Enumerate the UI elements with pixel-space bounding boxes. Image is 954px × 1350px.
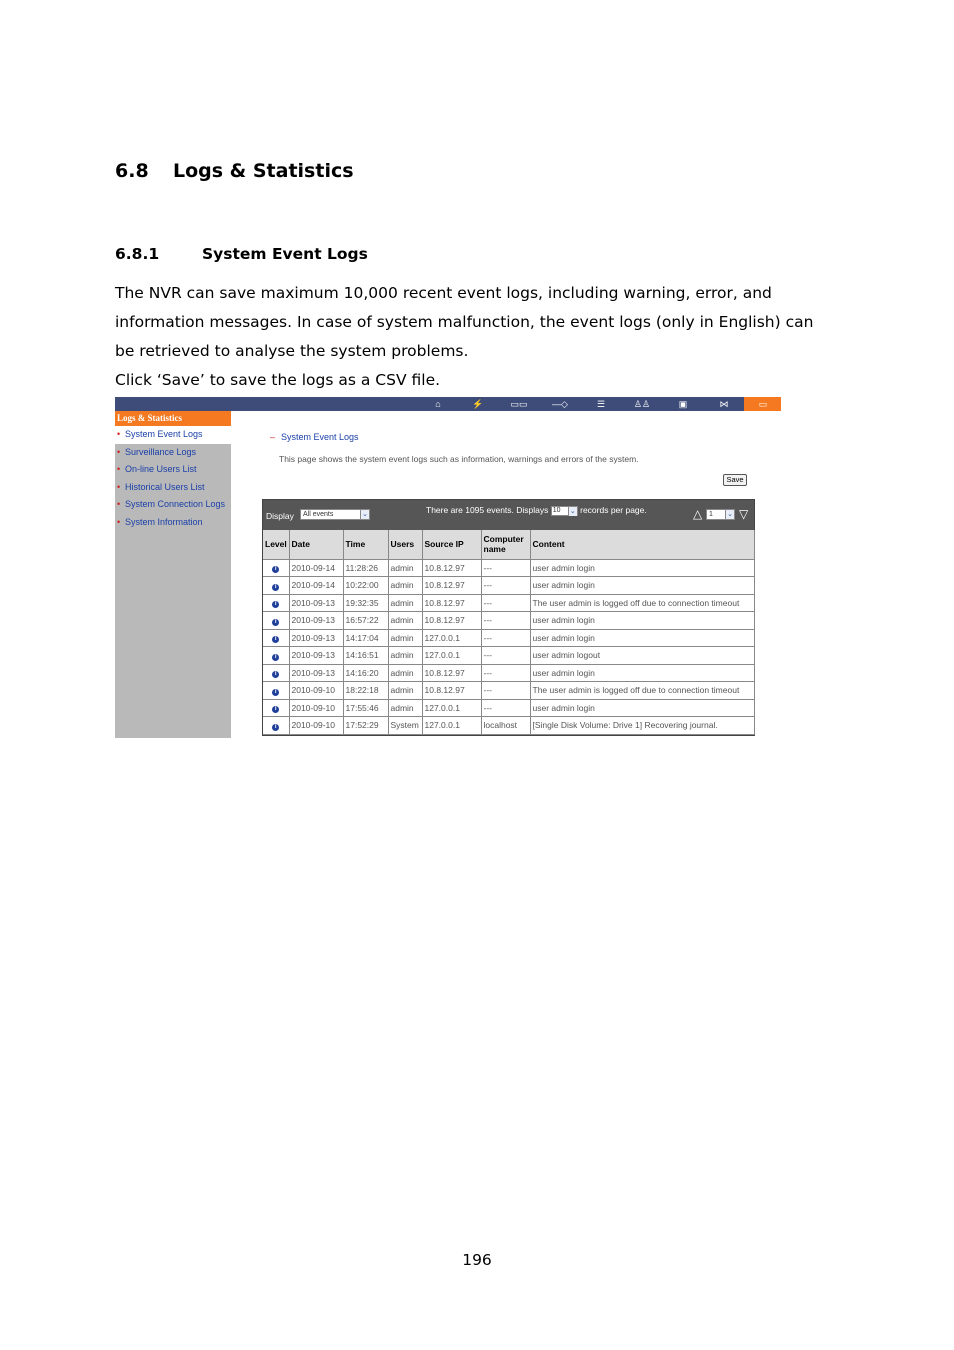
section-number: 6.8 (115, 160, 149, 182)
bullet-icon: • (117, 464, 121, 474)
time-cell: 14:16:20 (343, 664, 388, 682)
time-cell: 19:32:35 (343, 594, 388, 612)
network-icon[interactable]: ⚡ (472, 399, 484, 409)
time-cell: 10:22:00 (343, 577, 388, 595)
bullet-icon: • (117, 499, 121, 509)
sidebar-item-label: System Information (125, 516, 203, 527)
chevron-down-icon: ⌄ (568, 507, 577, 516)
computer-cell: --- (481, 612, 530, 630)
info-icon: i (272, 706, 279, 713)
disk-icon[interactable]: ☰ (596, 399, 606, 409)
time-cell: 17:55:46 (343, 699, 388, 717)
content-cell: user admin login (530, 699, 754, 717)
level-cell (263, 629, 289, 647)
chevron-down-icon: ⌄ (360, 510, 369, 519)
level-cell (263, 682, 289, 700)
save-button[interactable]: Save (723, 474, 747, 486)
date-cell: 2010-09-13 (289, 647, 343, 665)
info-icon: i (272, 654, 279, 661)
bullet-icon: • (117, 446, 121, 457)
column-header-source-ip[interactable]: Source IP (422, 530, 481, 559)
sidebar-item-label: Historical Users List (125, 481, 205, 492)
ip-cell: 10.8.12.97 (422, 664, 481, 682)
level-cell (263, 647, 289, 665)
subsection-heading (115, 245, 368, 263)
camera-icon[interactable]: ▣ (678, 399, 688, 409)
computer-cell: --- (481, 577, 530, 595)
paragraph-line: Click ‘Save’ to save the logs as a CSV file. (115, 371, 441, 389)
table-header-row (263, 530, 754, 559)
table-row (263, 594, 754, 612)
date-cell: 2010-09-14 (289, 577, 343, 595)
ip-cell: 127.0.0.1 (422, 699, 481, 717)
panel-toolbar (263, 500, 754, 530)
display-filter-select[interactable] (300, 509, 370, 520)
sidebar-header: Logs & Statistics (115, 411, 231, 426)
section-title: Logs & Statistics (173, 160, 354, 182)
level-cell (263, 577, 289, 595)
time-cell: 11:28:26 (343, 559, 388, 577)
page-value: 1 (709, 511, 713, 518)
date-cell: 2010-09-13 (289, 594, 343, 612)
page-select[interactable] (706, 509, 735, 520)
content-cell: user admin login (530, 612, 754, 630)
level-cell (263, 664, 289, 682)
subsection-number: 6.8.1 (115, 245, 160, 263)
table-row (263, 647, 754, 665)
per-page-suffix: records per page. (580, 505, 647, 515)
table-row (263, 629, 754, 647)
column-header-computer-name-label: Computer name (483, 534, 524, 555)
column-header-date[interactable]: Date (289, 530, 343, 559)
content-cell: The user admin is logged off due to connection timeout (530, 682, 754, 700)
paragraph-line: information messages. In case of system malfunction, the event logs (only in English) can (115, 313, 814, 331)
date-cell: 2010-09-13 (289, 629, 343, 647)
sidebar-item-system-information[interactable] (115, 514, 231, 532)
sidebar-list (115, 426, 231, 531)
table-row (263, 699, 754, 717)
sidebar-item-surveillance-logs[interactable] (115, 444, 231, 462)
time-cell: 14:17:04 (343, 629, 388, 647)
date-cell: 2010-09-10 (289, 699, 343, 717)
time-cell: 17:52:29 (343, 717, 388, 735)
column-header-content[interactable]: Content (530, 530, 754, 559)
sidebar-item-connection-logs[interactable] (115, 496, 231, 514)
table-row (263, 577, 754, 595)
ip-cell: 10.8.12.97 (422, 612, 481, 630)
content-cell: [Single Disk Volume: Drive 1] Recovering journal. (530, 717, 754, 735)
computer-cell: --- (481, 559, 530, 577)
user-cell: admin (388, 559, 422, 577)
bullet-icon: • (117, 481, 121, 492)
ip-cell: 10.8.12.97 (422, 559, 481, 577)
computer-cell: --- (481, 647, 530, 665)
events-count-text: There are 1095 events. Displays (426, 505, 549, 515)
events-info (426, 505, 656, 516)
content-cell: user admin login (530, 629, 754, 647)
ip-cell: 10.8.12.97 (422, 577, 481, 595)
content-cell: The user admin is logged off due to connection timeout (530, 594, 754, 612)
user-cell: System (388, 717, 422, 735)
device-icon[interactable]: ▭▭ (510, 399, 528, 409)
bullet-icon: • (117, 516, 121, 527)
paragraph-line: be retrieved to analyse the system problems. (115, 342, 469, 360)
column-header-computer-name[interactable] (481, 530, 530, 559)
display-label: Display (266, 511, 294, 521)
date-cell: 2010-09-13 (289, 664, 343, 682)
top-nav-bar (115, 397, 781, 411)
user-cell: admin (388, 612, 422, 630)
ip-cell: 10.8.12.97 (422, 682, 481, 700)
logs-icon: ▭ (758, 399, 768, 409)
computer-cell: localhost (481, 717, 530, 735)
chevron-down-icon: ⌄ (725, 510, 734, 519)
previous-page-icon[interactable]: △ (693, 507, 703, 521)
nvr-screenshot (115, 397, 781, 738)
info-icon: i (272, 671, 279, 678)
breadcrumb (270, 432, 359, 442)
info-icon: i (272, 601, 279, 608)
main-content (231, 411, 781, 738)
next-page-icon[interactable]: ▽ (739, 507, 749, 521)
sidebar (115, 411, 231, 738)
ip-cell: 127.0.0.1 (422, 717, 481, 735)
date-cell: 2010-09-10 (289, 682, 343, 700)
per-page-value: 10 (552, 506, 561, 514)
event-log-panel (262, 499, 755, 736)
date-cell: 2010-09-13 (289, 612, 343, 630)
content-cell: user admin logout (530, 647, 754, 665)
content-cell: user admin login (530, 664, 754, 682)
column-header-time[interactable]: Time (343, 530, 388, 559)
column-header-users[interactable]: Users (388, 530, 422, 559)
home-icon[interactable]: ⌂ (435, 399, 441, 409)
table-row (263, 559, 754, 577)
user-cell: admin (388, 629, 422, 647)
level-cell (263, 612, 289, 630)
table-row (263, 682, 754, 700)
date-cell: 2010-09-14 (289, 559, 343, 577)
bullet-icon: • (117, 429, 121, 439)
info-icon: i (272, 636, 279, 643)
user-cell: admin (388, 647, 422, 665)
share-icon[interactable]: ⋈ (719, 399, 729, 409)
info-icon: i (272, 619, 279, 626)
logs-tab-active[interactable] (744, 397, 781, 411)
sidebar-item-label: On-line Users List (125, 464, 197, 474)
page-description: This page shows the system event logs such as information, warnings and errors of the system. (279, 454, 639, 464)
time-cell: 16:57:22 (343, 612, 388, 630)
date-cell: 2010-09-10 (289, 717, 343, 735)
user-cell: admin (388, 594, 422, 612)
level-cell (263, 594, 289, 612)
users-icon[interactable]: ♙♙ (633, 399, 651, 409)
info-icon: i (272, 584, 279, 591)
info-icon: i (272, 724, 279, 731)
level-cell (263, 699, 289, 717)
paragraph-line: The NVR can save maximum 10,000 recent event logs, including warning, error, and (115, 284, 772, 302)
computer-cell: --- (481, 664, 530, 682)
level-cell (263, 559, 289, 577)
time-cell: 14:16:51 (343, 647, 388, 665)
content-cell: user admin login (530, 577, 754, 595)
page-number: 196 (462, 1251, 492, 1269)
event-log-table (263, 530, 755, 735)
dash-icon: – (270, 432, 276, 442)
ip-cell: 127.0.0.1 (422, 629, 481, 647)
table-row (263, 664, 754, 682)
time-cell: 18:22:18 (343, 682, 388, 700)
section-heading (115, 160, 354, 182)
computer-cell: --- (481, 594, 530, 612)
breadcrumb-label: System Event Logs (281, 432, 359, 442)
computer-cell: --- (481, 682, 530, 700)
computer-cell: --- (481, 699, 530, 717)
user-cell: admin (388, 682, 422, 700)
display-filter-value: All events (303, 511, 334, 518)
sidebar-item-label: System Connection Logs (125, 499, 226, 509)
user-cell: admin (388, 664, 422, 682)
column-header-level[interactable]: Level (263, 530, 289, 559)
table-row (263, 717, 754, 735)
sidebar-item-system-event-logs[interactable] (115, 426, 231, 444)
info-icon: i (272, 689, 279, 696)
computer-cell: --- (481, 629, 530, 647)
per-page-select[interactable] (551, 506, 578, 516)
user-cell: admin (388, 699, 422, 717)
level-cell (263, 717, 289, 735)
ip-cell: 10.8.12.97 (422, 594, 481, 612)
sidebar-item-label: System Event Logs (125, 429, 203, 439)
user-cell: admin (388, 577, 422, 595)
ip-cell: 127.0.0.1 (422, 647, 481, 665)
sidebar-item-online-users[interactable] (115, 461, 231, 479)
table-row (263, 612, 754, 630)
content-cell: user admin login (530, 559, 754, 577)
sidebar-item-label: Surveillance Logs (125, 446, 197, 457)
sidebar-item-historical-users[interactable] (115, 479, 231, 497)
subsection-title: System Event Logs (202, 245, 368, 263)
info-icon: i (272, 566, 279, 573)
tools-icon[interactable]: —◇ (552, 399, 568, 409)
